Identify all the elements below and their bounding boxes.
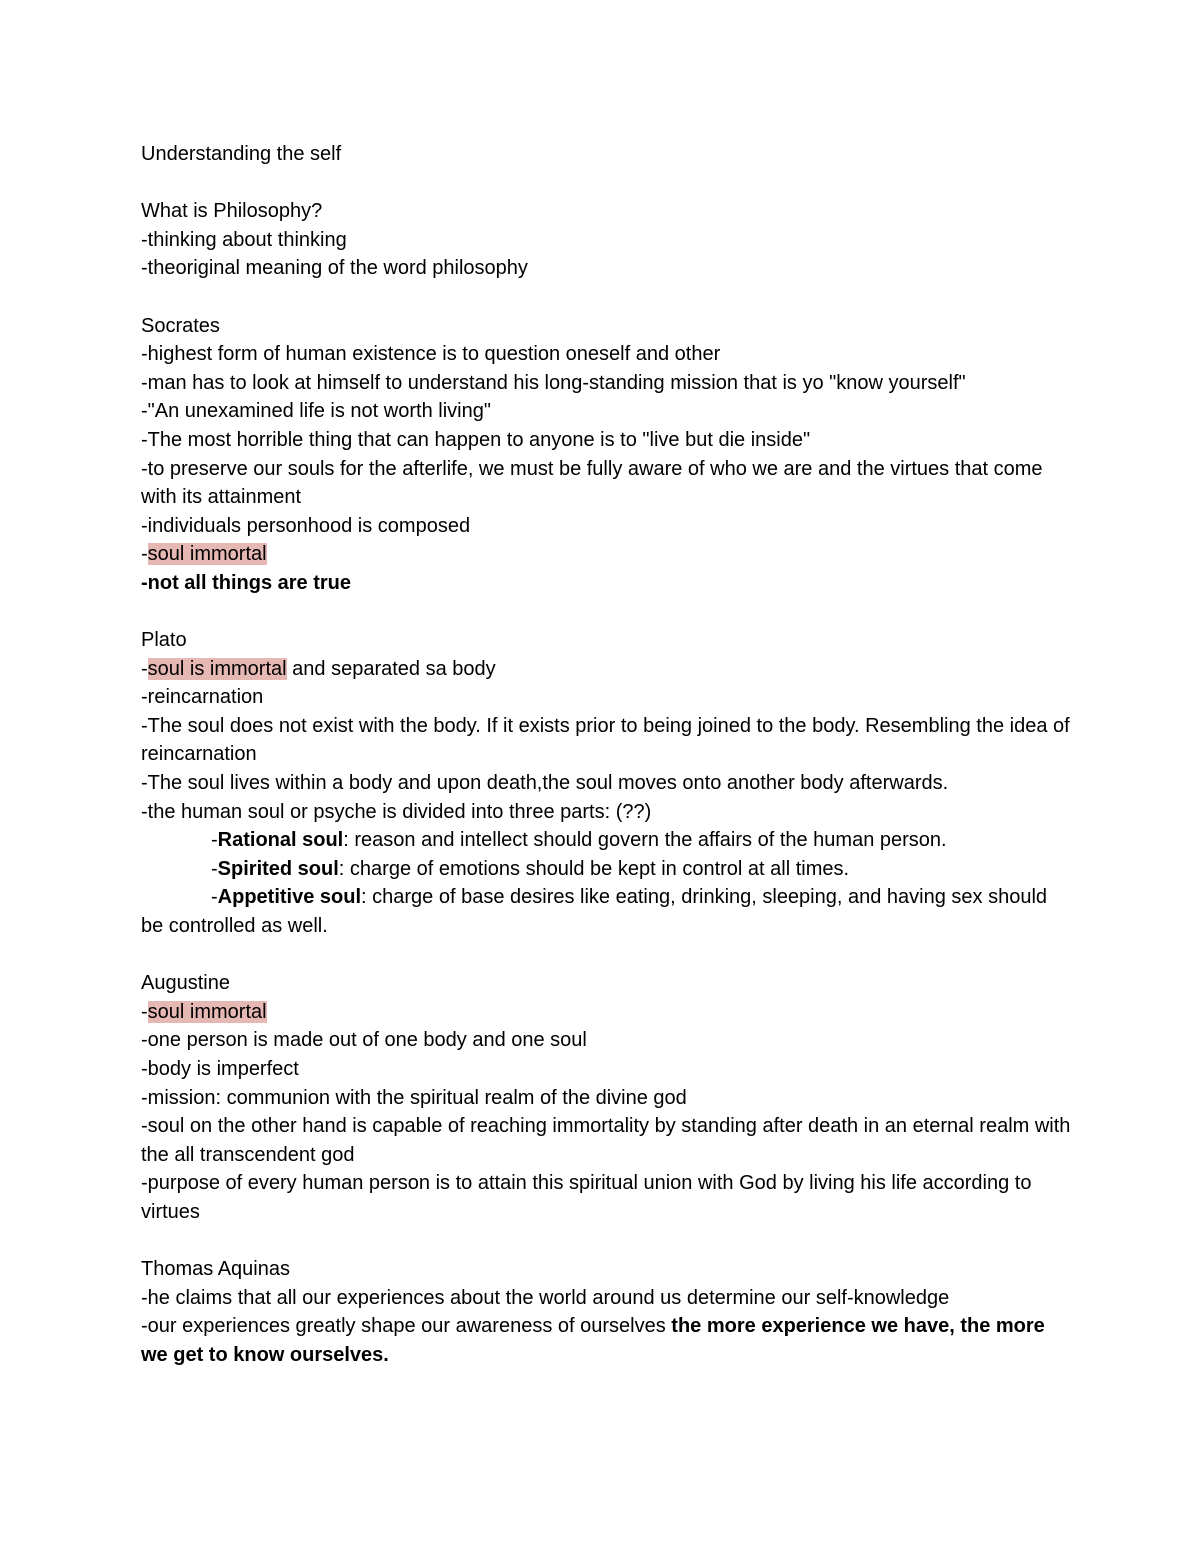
augustine-line: -body is imperfect [141, 1058, 299, 1080]
augustine-line: -one person is made out of one body and one soul [141, 1029, 587, 1052]
socrates-highlight-line [141, 540, 1071, 569]
spacer [141, 169, 1071, 198]
philosophy-heading: What is Philosophy? [141, 200, 323, 223]
part-name: Rational soul [217, 829, 344, 852]
spacer [141, 598, 1071, 627]
augustine-heading: Augustine [141, 972, 230, 995]
part-desc: : charge of base desires like eating, drinking, sleeping, and having sex should be controlled as well. [141, 886, 1048, 938]
bold-text: -not all things are true [141, 571, 352, 594]
socrates-line: -"An unexamined life is not worth living" [141, 400, 491, 423]
part-prefix: - [211, 829, 218, 852]
plain-text: -our experiences greatly shape our awareness of ourselves [141, 1315, 672, 1338]
socrates-line: -to preserve our souls for the afterlife, we must be fully aware of who we are and the virtues that come with its attainment [141, 457, 1043, 509]
highlighted-text: soul immortal [147, 543, 267, 566]
augustine-line: -purpose of every human person is to attain this spiritual union with God by living his life according to virtues [141, 1172, 1032, 1223]
plato-heading: Plato [141, 629, 187, 652]
plato-line: -the human soul or psyche is divided into three parts: (??) [141, 800, 652, 823]
part-prefix: - [211, 886, 218, 909]
document-page [141, 140, 1071, 1370]
plato-highlight-line [141, 655, 1071, 684]
part-desc: : reason and intellect should govern the affairs of the human person. [343, 829, 947, 852]
plato-soul-part [141, 855, 1071, 884]
plato-line: -The soul does not exist with the body. If it exists prior to being joined to the body. Resembling the idea of reincarnation [141, 714, 1070, 766]
socrates-heading: Socrates [141, 314, 220, 337]
bold-text: the more experience we have, the more we get to know ourselves. [141, 1315, 1045, 1366]
part-name: Appetitive soul [217, 886, 362, 909]
line-rest: and separated sa body [286, 657, 496, 680]
aquinas-line: -he claims that all our experiences about the world around us determine our self-knowledge [141, 1286, 950, 1309]
line-prefix: - [141, 657, 148, 680]
line-prefix: - [141, 543, 148, 566]
socrates-line: -highest form of human existence is to question oneself and other [141, 343, 721, 366]
document-title: Understanding the self [141, 143, 342, 165]
plato-soul-part [141, 883, 1071, 940]
aquinas-last-line [141, 1312, 1071, 1369]
part-name: Spirited soul [217, 857, 339, 880]
spacer [141, 941, 1071, 970]
line-prefix: - [141, 1000, 148, 1023]
highlighted-text: soul is immortal [147, 657, 287, 680]
spacer [141, 283, 1071, 312]
plato-soul-part [141, 826, 1071, 855]
augustine-highlight-line [141, 998, 1071, 1027]
socrates-line: -man has to look at himself to understand his long-standing mission that is yo "know yourself" [141, 371, 966, 394]
plato-line: -reincarnation [141, 686, 264, 709]
plato-line: -The soul lives within a body and upon death,the soul moves onto another body afterwards. [141, 772, 949, 795]
augustine-line: -mission: communion with the spiritual realm of the divine god [141, 1086, 687, 1109]
highlighted-text: soul immortal [147, 1000, 267, 1023]
spacer [141, 1227, 1071, 1256]
aquinas-heading: Thomas Aquinas [141, 1258, 290, 1281]
socrates-bold-line [141, 569, 1071, 598]
socrates-line: -individuals personhood is composed [141, 514, 471, 537]
socrates-line: -The most horrible thing that can happen to anyone is to "live but die inside" [141, 428, 811, 451]
philosophy-line: -thinking about thinking [141, 228, 347, 251]
part-desc: : charge of emotions should be kept in control at all times. [338, 857, 850, 880]
philosophy-line: -theoriginal meaning of the word philosophy [141, 257, 528, 280]
augustine-line: -soul on the other hand is capable of reaching immortality by standing after death in an eternal realm with the all transcendent god [141, 1115, 1071, 1166]
part-prefix: - [211, 857, 218, 880]
